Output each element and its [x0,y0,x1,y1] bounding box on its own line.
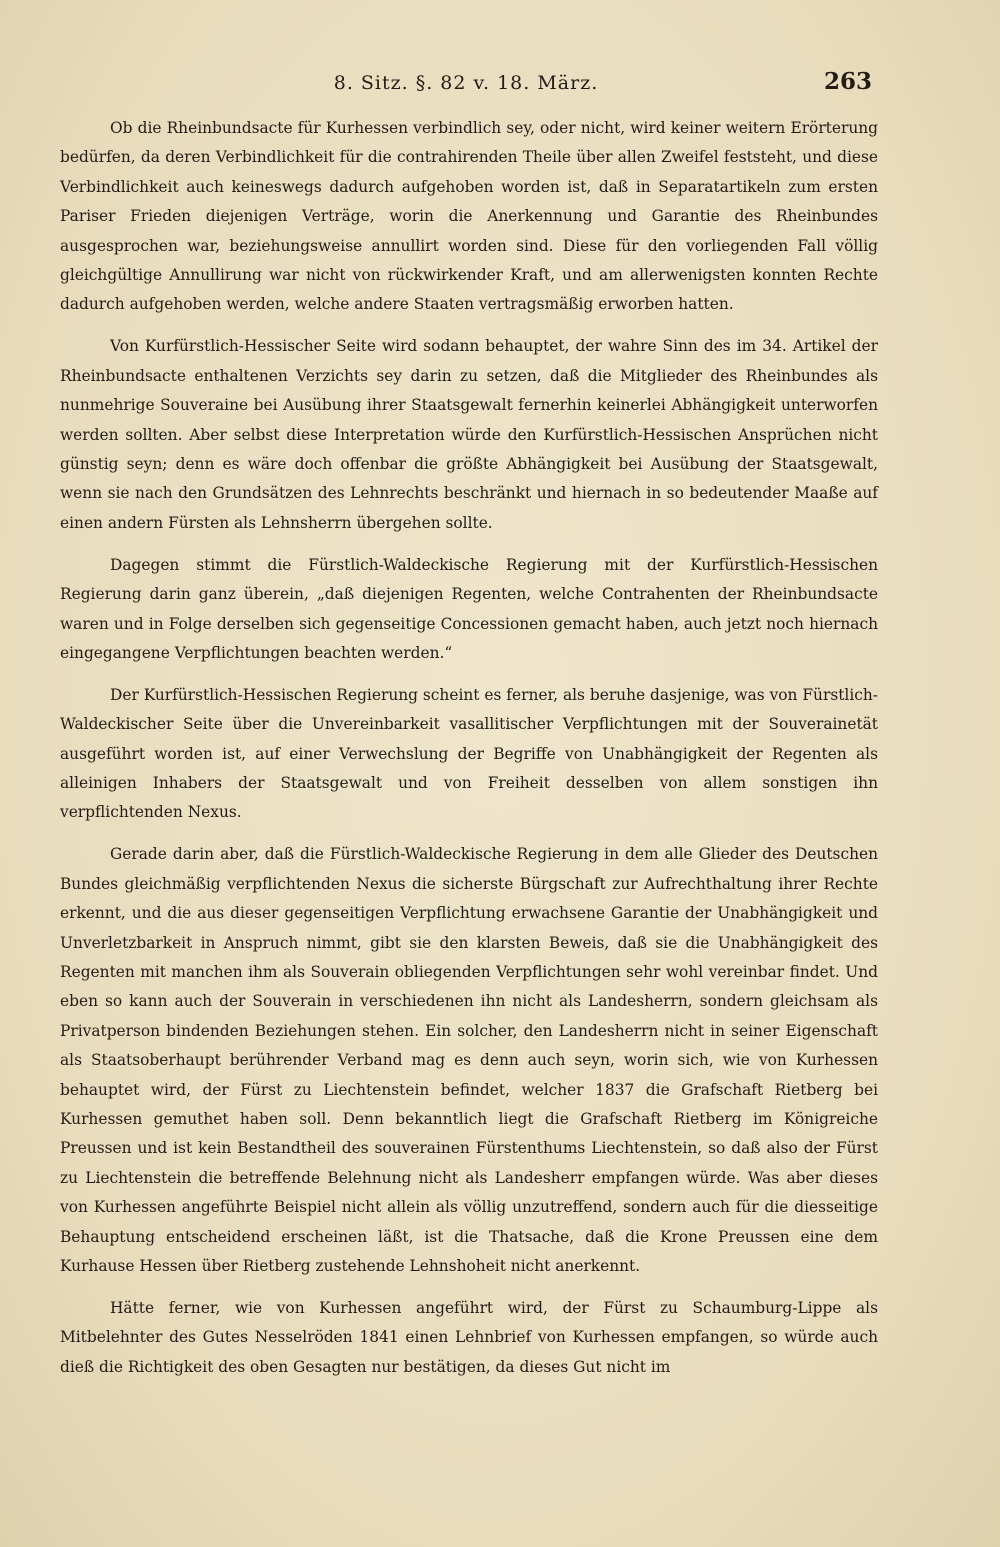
paragraph-5: Gerade darin aber, daß die Fürstlich-Waldeckische Regierung in dem alle Glieder des Deutschen Bundes gleichmäßig verpflichtenden Nexus die sicherste Bürgschaft zur Aufrechthaltung ihrer Rechte erkennt, und die aus dieser gegenseitigen Verpflichtung erwachsene Garantie der Unabhängigkeit und Unverletzbarkeit in Anspruch nimmt, gibt sie den klarsten Beweis, daß sie die Unabhängigkeit des Regenten mit manchen ihm als Souverain obliegenden Verpflichtungen sehr wohl vereinbar findet. Und eben so kann auch der Souverain in verschiedenen ihn nicht als Landesherrn, sondern gleichsam als Privatperson bindenden Beziehungen stehen. Ein solcher, den Landesherrn nicht in seiner Eigenschaft als Staatsoberhaupt berührender Verband mag es denn auch seyn, worin sich, wie von Kurhessen behauptet wird, der Fürst zu Liechtenstein befindet, welcher 1837 die Grafschaft Rietberg bei Kurhessen gemuthet haben soll. Denn bekanntlich liegt die Grafschaft Rietberg im Königreiche Preussen und ist kein Bestandtheil des souverainen Fürstenthums Liechtenstein, so daß also der Fürst zu Liechtenstein die betreffende Belehnung nicht als Landesherr empfangen würde. Was aber dieses von Kurhessen angeführte Beispiel nicht allein als völlig unzutreffend, sondern auch für die diesseitige Behauptung entscheidend erscheinen läßt, ist die Thatsache, daß die Krone Preussen eine dem Kurhause Hessen über Rietberg zustehende Lehnshoheit nicht anerkennt. [60,845,878,1276]
page-header [60,68,872,102]
paragraph-3: Dagegen stimmt die Fürstlich-Waldeckische Regierung mit der Kurfürstlich-Hessischen Regierung darin ganz überein, „daß diejenigen Regenten, welche Contrahenten der Rheinbundsacte waren und in Folge derselben sich gegenseitige Concessionen gemacht haben, auch jetzt noch hiernach eingegangene Verpflichtungen beachten werden.“ [60,555,878,662]
body-text [60,114,878,1395]
paragraph-2: Von Kurfürstlich-Hessischer Seite wird sodann behauptet, der wahre Sinn des im 34. Artikel der Rheinbundsacte enthaltenen Verzichts sey darin zu setzen, daß die Mitglieder des Rheinbundes als nunmehrige Souveraine bei Ausübung ihrer Staatsgewalt fernerhin keinerlei Abhängigkeit unterworfen werden sollten. Aber selbst diese Interpretation würde den Kurfürstlich-Hessischen Ansprüchen nicht günstig seyn; denn es wäre doch offenbar die größte Abhängigkeit bei Ausübung der Staatsgewalt, wenn sie nach den Grundsätzen des Lehnrechts beschränkt und hiernach in so bedeutender Maaße auf einen andern Fürsten als Lehnsherrn übergehen sollte. [60,337,878,532]
paragraph-6: Hätte ferner, wie von Kurhessen angeführt wird, der Fürst zu Schaumburg-Lippe als Mitbelehnter des Gutes Nesselröden 1841 einen Lehnbrief von Kurhessen empfangen, so würde auch dieß die Richtigkeit des oben Gesagten nur bestätigen, da dieses Gut nicht im [60,1298,878,1376]
paragraph-4: Der Kurfürstlich-Hessischen Regierung scheint es ferner, als beruhe dasjenige, was von Fürstlich-Waldeckischer Seite über die Unvereinbarkeit vasallitischer Verpflichtungen mit der Souverainetät ausgeführt worden ist, auf einer Verwechslung der Begriffe von Unabhängigkeit der Regenten als alleinigen Inhabers der Staatsgewalt und von Freiheit desselben von allem sonstigen ihn verpflichtenden Nexus. [60,685,878,822]
paragraph-1: Ob die Rheinbundsacte für Kurhessen verbindlich sey, oder nicht, wird keiner weitern Erörterung bedürfen, da deren Verbindlichkeit für die contrahirenden Theile über allen Zweifel feststeht, und diese Verbindlichkeit auch keineswegs dadurch aufgehoben worden ist, daß in Separatartikeln zum ersten Pariser Frieden diejenigen Verträge, worin die Anerkennung und Garantie des Rheinbundes ausgesprochen war, beziehungsweise annullirt worden sind. Diese für den vorliegenden Fall völlig gleichgültige Annullirung war nicht von rückwirkender Kraft, und am allerwenigsten konnten Rechte dadurch aufgehoben werden, welche andere Staaten vertragsmäßig erworben hatten. [60,119,878,314]
running-head: 8. Sitz. §. 82 v. 18. März. [333,72,599,94]
page-number: 263 [823,68,872,95]
